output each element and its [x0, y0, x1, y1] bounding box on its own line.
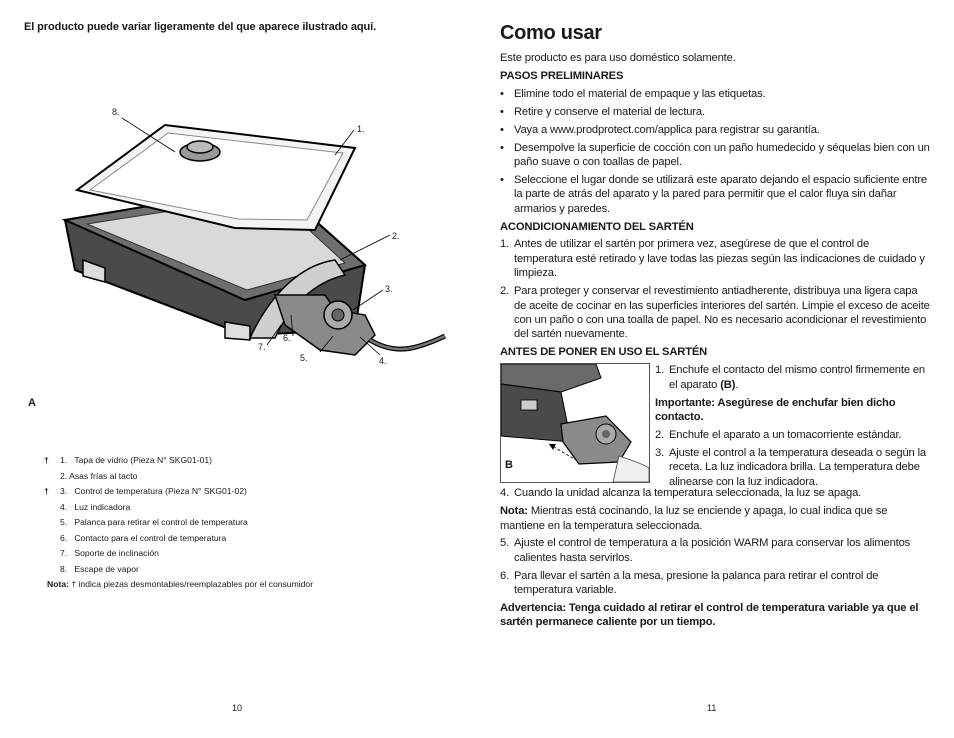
important-note: Importante: Asegúrese de enchufar bien dicho contacto. [655, 396, 896, 423]
list-item: 6. Para llevar el sartén a la mesa, presione la palanca para retirar el control de temperatura variable. [500, 569, 879, 597]
list-item: 1. Enchufe el contacto del mismo control firmemente en el aparato (B). [655, 364, 926, 391]
list-item: 2. Para proteger y conservar el revestimiento antiadherente, distribuya una ligera capa de aceite de cocinar en las superficies interiores del sartén. Limpie el exceso de aceite con un paño o con una toalla de papel. No es necesario acondicionar el revestimiento del sartén nuevamente. [500, 285, 930, 341]
list-item: • Vaya a www.prodprotect.com/applica para registrar su garantía. [500, 123, 820, 136]
part-text: Asas frías al tacto [69, 470, 138, 481]
part-text: Contacto para el control de temperatura [74, 532, 227, 543]
plug-drawing [501, 364, 649, 482]
callout-5: 5. [300, 353, 308, 363]
list-item: • Elimine todo el material de empaque y las etiquetas. [500, 87, 766, 100]
page-number: 11 [707, 703, 717, 713]
section-heading: ANTES DE PONER EN USO EL SARTÉN [500, 346, 708, 359]
part-number: 7. [60, 548, 68, 558]
callout-7: 7. [258, 342, 266, 352]
list-item: 3. Ajuste el control a la temperatura deseada o según la receta. La luz indicadora brilla. La temperatura debe alinearse con la luz indicadora. [655, 446, 926, 488]
page-number: 10 [232, 703, 243, 713]
part-text: Soporte de inclinación [74, 548, 159, 558]
part-text: Luz indicadora [74, 501, 131, 512]
part-number: 3. [60, 486, 68, 496]
part-number: 8. [60, 563, 68, 574]
list-item: 1. Antes de utilizar el sartén por primera vez, asegúrese de que el control de temperatura esté retirado y lave todas las piezas según las indicaciones de cuidado y limpieza. [500, 238, 925, 280]
dagger-mark: † [44, 486, 49, 496]
instructions [500, 51, 930, 633]
list-item [44, 531, 464, 547]
list-item [44, 546, 464, 562]
callout-1: 1. [357, 124, 365, 134]
list-item [44, 469, 464, 485]
seasoning-steps [500, 237, 930, 341]
list-item [44, 484, 464, 500]
part-text: Control de temperatura (Pieza N° SKG01-02) [74, 486, 247, 496]
part-number: 4. [60, 501, 68, 512]
part-number: 1. [60, 455, 68, 465]
list-item: 2. Enchufe el aparato a un tomacorriente estándar. [655, 428, 902, 441]
intro-text: Este producto es para uso doméstico solamente. [500, 52, 736, 64]
list-item: 5. Ajuste el control de temperatura a la posición WARM para conservar los alimentos calientes hasta servirlos. [500, 537, 911, 564]
list-item: • Retire y conserve el material de lectura. [500, 105, 705, 118]
list-item [44, 500, 464, 516]
dagger-mark: † [44, 455, 49, 465]
disclaimer: El producto puede variar ligeramente del que aparece ilustrado aquí. [24, 21, 377, 33]
part-text: Palanca para retirar el control de temperatura [74, 517, 248, 527]
figure-b-label: B [505, 459, 513, 472]
list-item [44, 562, 464, 578]
note-text: † indica piezas desmontables/reemplazables por el consumidor [71, 579, 314, 589]
parts-note [44, 577, 464, 593]
note-label: Nota: [47, 579, 69, 589]
usage-steps-continued [500, 536, 930, 597]
part-number: 2. [60, 470, 68, 481]
list-item: 4. Cuando la unidad alcanza la temperatura seleccionada, la luz se apaga. [500, 487, 862, 500]
callout-8: 8. [112, 107, 120, 117]
part-number: 5. [60, 517, 68, 527]
usage-steps [500, 486, 930, 500]
right-page [477, 0, 954, 738]
callout-3: 3. [385, 284, 393, 294]
figure-b-block [500, 363, 930, 488]
list-item [44, 515, 464, 531]
note: Nota: Mientras está cocinando, la luz se enciende y apaga, lo cual indica que se mantiene en la temperatura seleccionada. [500, 505, 888, 532]
list-item [44, 453, 464, 469]
figure-a-label: A [28, 397, 36, 409]
page-title: Como usar [500, 22, 602, 44]
plug-illustration [500, 363, 650, 483]
part-text: Tapa de vidrio (Pieza N° SKG01-01) [74, 455, 213, 465]
part-text: Escape de vapor [74, 563, 139, 574]
callout-2: 2. [392, 231, 400, 241]
preliminary-steps [500, 87, 930, 216]
section-heading: PASOS PRELIMINARES [500, 69, 624, 82]
part-number: 6. [60, 532, 68, 543]
list-item: • Seleccione el lugar donde se utilizará este aparato dejando el espacio suficiente entre la parte de atrás del aparato y la pared para permitir que el calor fluya sin dañar armarios y paredes. [500, 173, 927, 215]
section-heading: ACONDICIONAMIENTO DEL SARTÉN [500, 220, 694, 233]
warning-text: Advertencia: Tenga cuidado al retirar el control de temperatura variable ya que el sartén permanece caliente por un tiempo. [500, 602, 919, 629]
list-item: • Desempolve la superficie de cocción con un paño humedecido y séquelas bien con un paño suave o con toallas de papel. [500, 141, 930, 168]
skillet-illustration [35, 100, 455, 385]
callout-4: 4. [379, 356, 387, 366]
callout-6: 6. [283, 333, 291, 343]
parts-list [44, 453, 464, 593]
figure-b-steps [655, 363, 930, 492]
